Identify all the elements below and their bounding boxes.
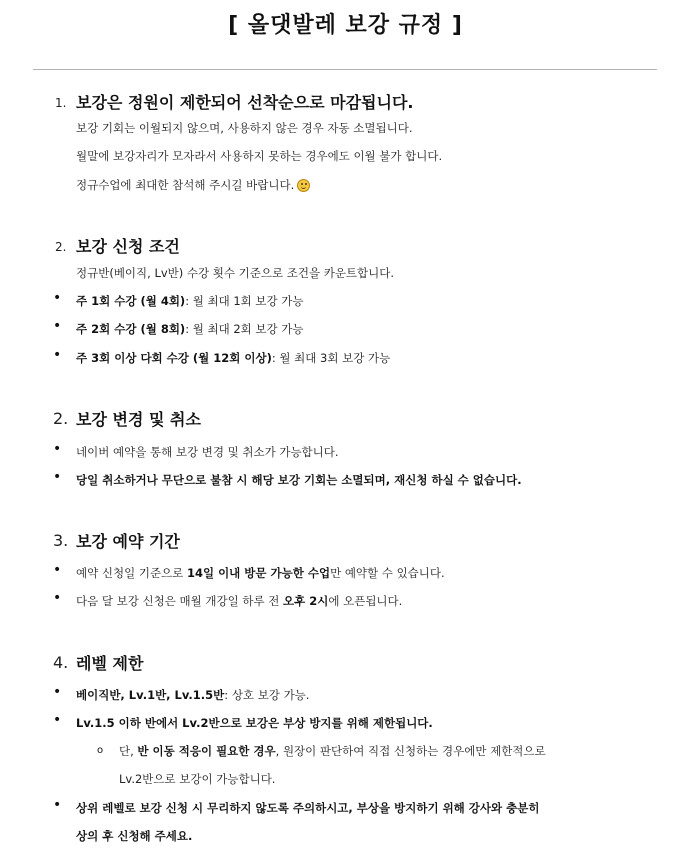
bullet-dot: • <box>53 469 62 485</box>
bullet-dot: • <box>53 347 62 363</box>
section-heading: 보강은 정원이 제한되어 선착순으로 마감됩니다. <box>76 93 414 112</box>
list-item: 주 3회 이상 다회 수강 (월 12회 이상): 월 최대 3회 보강 가능 <box>76 351 391 365</box>
list-item: 주 2회 수강 (월 8회): 월 최대 2회 보강 가능 <box>76 322 304 336</box>
section-number: 3. <box>53 531 69 550</box>
smiley-icon <box>297 179 310 192</box>
list-item: Lv.1.5 이하 반에서 Lv.2반으로 보강은 부상 방지를 위해 제한됩니다. <box>76 716 433 730</box>
bullet-dot: • <box>53 590 62 606</box>
bullet-dot: • <box>53 562 62 578</box>
section-heading: 보강 변경 및 취소 <box>76 410 201 429</box>
sub-bullet-circle: o <box>97 745 104 756</box>
list-item: 베이직반, Lv.1반, Lv.1.5반: 상호 보강 가능. <box>76 688 310 702</box>
section-number: 2. <box>53 409 69 428</box>
page-title: [ 올댓발레 보강 규정 ] <box>228 13 463 38</box>
section-number: 2. <box>55 240 67 254</box>
list-item: 당일 취소하거나 무단으로 불참 시 해당 보강 기회는 소멸되며, 재신청 하실 수 없습니다. <box>76 473 522 487</box>
section-number: 4. <box>53 653 69 672</box>
list-item: 다음 달 보강 신청은 매월 개강일 하루 전 오후 2시에 오픈됩니다. <box>76 594 403 608</box>
list-item: 네이버 예약을 통해 보강 변경 및 취소가 가능합니다. <box>76 445 339 459</box>
paragraph-line: 월말에 보강자리가 모자라서 사용하지 못하는 경우에도 이월 불가 합니다. <box>76 149 443 163</box>
list-item-continued: 상의 후 신청해 주세요. <box>76 829 193 843</box>
sub-list-item-continued: Lv.2반으로 보강이 가능합니다. <box>119 772 276 786</box>
list-item: 주 1회 수강 (월 4회): 월 최대 1회 보강 가능 <box>76 294 304 308</box>
divider <box>33 69 657 70</box>
bullet-dot: • <box>53 441 62 457</box>
sub-list-item: 단, 반 이동 적응이 필요한 경우, 원장이 판단하여 직접 신청하는 경우에만 제한적으로 <box>119 744 546 758</box>
section-heading: 보강 예약 기간 <box>76 532 180 551</box>
bullet-dot: • <box>53 290 62 306</box>
list-item: 예약 신청일 기준으로 14일 이내 방문 가능한 수업만 예약할 수 있습니다. <box>76 566 445 580</box>
section-number: 1. <box>55 96 67 110</box>
bullet-dot: • <box>53 318 62 334</box>
list-item: 상위 레벨로 보강 신청 시 무리하지 않도록 주의하시고, 부상을 방지하기 위해 강사와 충분히 <box>76 801 540 815</box>
bullet-dot: • <box>53 712 62 728</box>
bullet-dot: • <box>53 797 62 813</box>
section-heading: 보강 신청 조건 <box>76 237 180 256</box>
bullet-dot: • <box>53 684 62 700</box>
paragraph-line: 정규반(베이직, Lv반) 수강 횟수 기준으로 조건을 카운트합니다. <box>76 266 395 280</box>
paragraph-line: 보강 기회는 이월되지 않으며, 사용하지 않은 경우 자동 소멸됩니다. <box>76 121 413 135</box>
paragraph-line: 정규수업에 최대한 참석해 주시길 바랍니다. <box>76 177 310 193</box>
section-heading: 레벨 제한 <box>76 654 144 673</box>
